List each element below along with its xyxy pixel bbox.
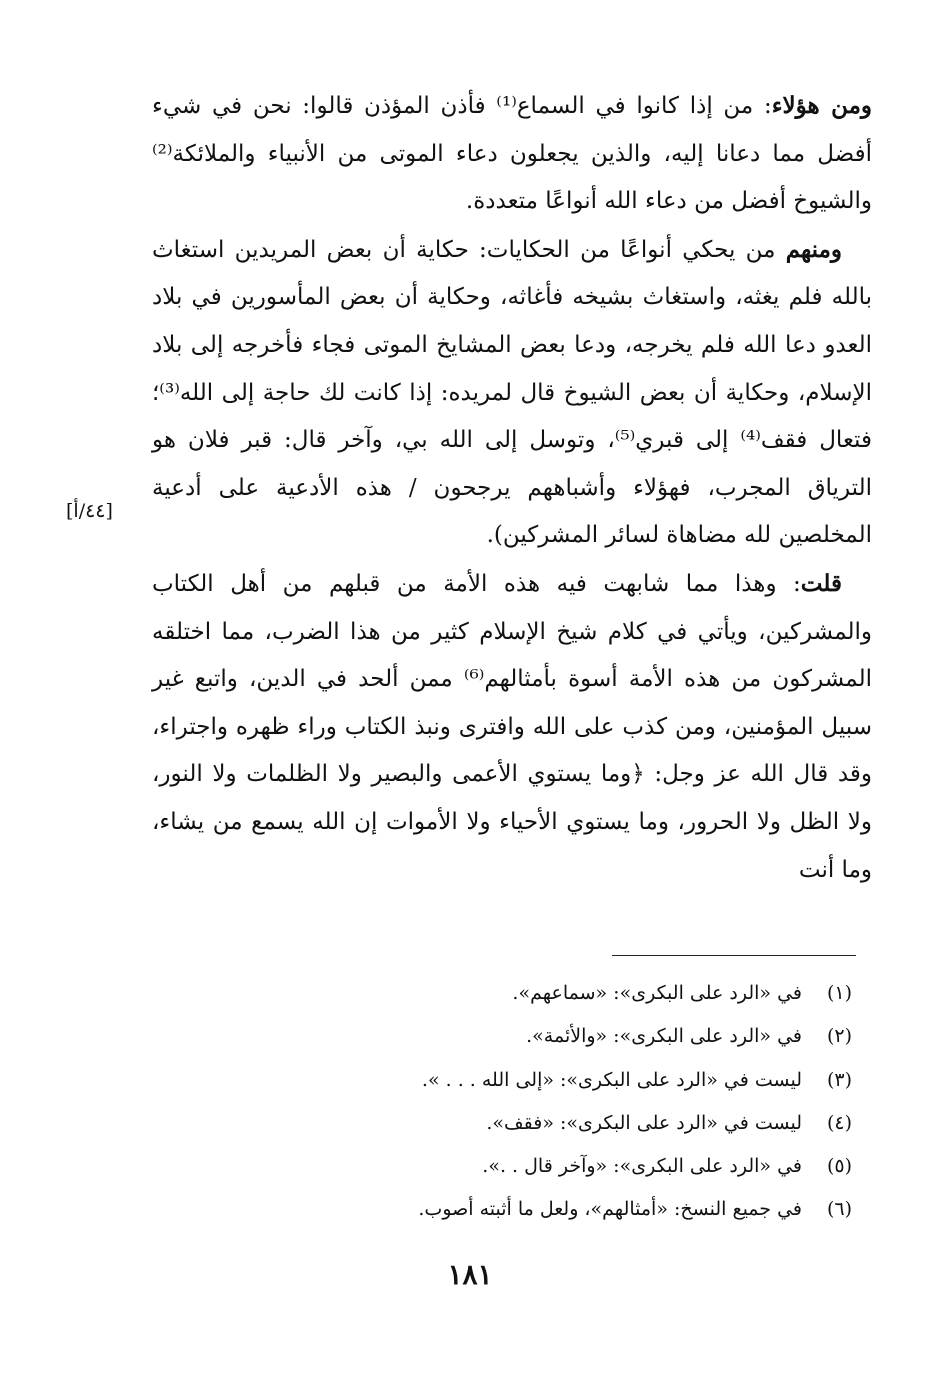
footnote-item <box>212 1188 852 1231</box>
footnote-text: ليست في «الرد على البكرى»: «إلى الله . . . ». <box>421 1068 802 1091</box>
footnote-item <box>212 1059 852 1102</box>
footnote-number: (٣) <box>826 1068 852 1091</box>
footnotes <box>212 972 852 1232</box>
footnote-number: (٦) <box>826 1198 852 1221</box>
footnote-number: (٥) <box>826 1155 852 1178</box>
paragraph-1 <box>152 82 872 226</box>
paragraph-text: : وهذا مما شابهت فيه هذه الأمة من قبلهم من أهل الكتاب والمشركين، ويأتي في كلام شيخ الإسلام كثير من هذا الضرب، مما اختلقه المشركون من هذه الأمة أسوة بأمثالهم⁽⁶⁾ ممن ألحد في الدين، واتبع غير سبيل المؤمنين، ومن كذب على الله وافترى ونبذ الكتاب وراء ظهره واجتراء، وقد قال الله عز وجل: ﴿وما يستوي الأعمى والبصير ولا الظلمات ولا النور، ولا الظل ولا الحرور، وما يستوي الأحياء ولا الأموات إن الله يسمع من يشاء، وما أنت <box>152 570 872 883</box>
paragraph-lead: ومنهم <box>785 235 842 263</box>
footnote-number: (٢) <box>826 1025 852 1048</box>
paragraph-lead: ومن هؤلاء <box>771 92 872 119</box>
footnote-text: في جميع النسخ: «أمثالهم»، ولعل ما أثبته أصوب. <box>418 1198 802 1221</box>
manuscript-folio-marker: [٤٤/أ] <box>66 500 113 522</box>
footnote-item <box>212 972 852 1015</box>
footnote-text: ليست في «الرد على البكرى»: «فقف». <box>486 1111 802 1134</box>
footnote-divider <box>612 955 856 956</box>
footnote-text: في «الرد على البكرى»: «وآخر قال . .». <box>482 1155 802 1178</box>
footnote-item <box>212 1102 852 1145</box>
paragraph-2 <box>152 226 872 560</box>
page-number: ١٨١ <box>447 1258 493 1291</box>
footnote-number: (٤) <box>826 1111 852 1134</box>
paragraph-3 <box>152 560 872 894</box>
paragraph-text: من يحكي أنواعًا من الحكايات: حكاية أن بعض المريدين استغاث بالله فلم يغثه، واستغاث بشيخه فأغاثه، وحكاية أن بعض المأسورين في بلاد العدو دعا الله فلم يخرجه، ودعا بعض المشايخ الموتى فجاء فأخرجه إلى بلاد الإسلام، وحكاية أن بعض الشيوخ قال لمريده: إذا كانت لك حاجة إلى الله⁽³⁾؛ فتعال فقف⁽⁴⁾ إلى قبري⁽⁵⁾، وتوسل إلى الله بي، وآخر قال: قبر فلان هو الترياق المجرب، فهؤلاء وأشباههم يرجحون / هذه الأدعية على أدعية المخلصين لله مضاهاة لسائر المشركين). <box>152 236 872 549</box>
paragraph-lead: قلت <box>800 569 842 597</box>
paragraph-text: : من إذا كانوا في السماع⁽¹⁾ فأذن المؤذن قالوا: نحن في شيء أفضل مما دعانا إليه، والذين يجعلون دعاء الموتى من الأنبياء والملائكة⁽²⁾ والشيوخ أفضل من دعاء الله أنواعًا متعددة. <box>152 93 872 215</box>
footnote-number: (١) <box>826 982 852 1004</box>
main-text <box>152 82 872 894</box>
footnote-text: في «الرد على البكرى»: «سماعهم». <box>512 982 802 1004</box>
footnote-text: في «الرد على البكرى»: «والأئمة». <box>526 1025 802 1048</box>
footnote-item <box>212 1145 852 1188</box>
footnote-item <box>212 1015 852 1058</box>
